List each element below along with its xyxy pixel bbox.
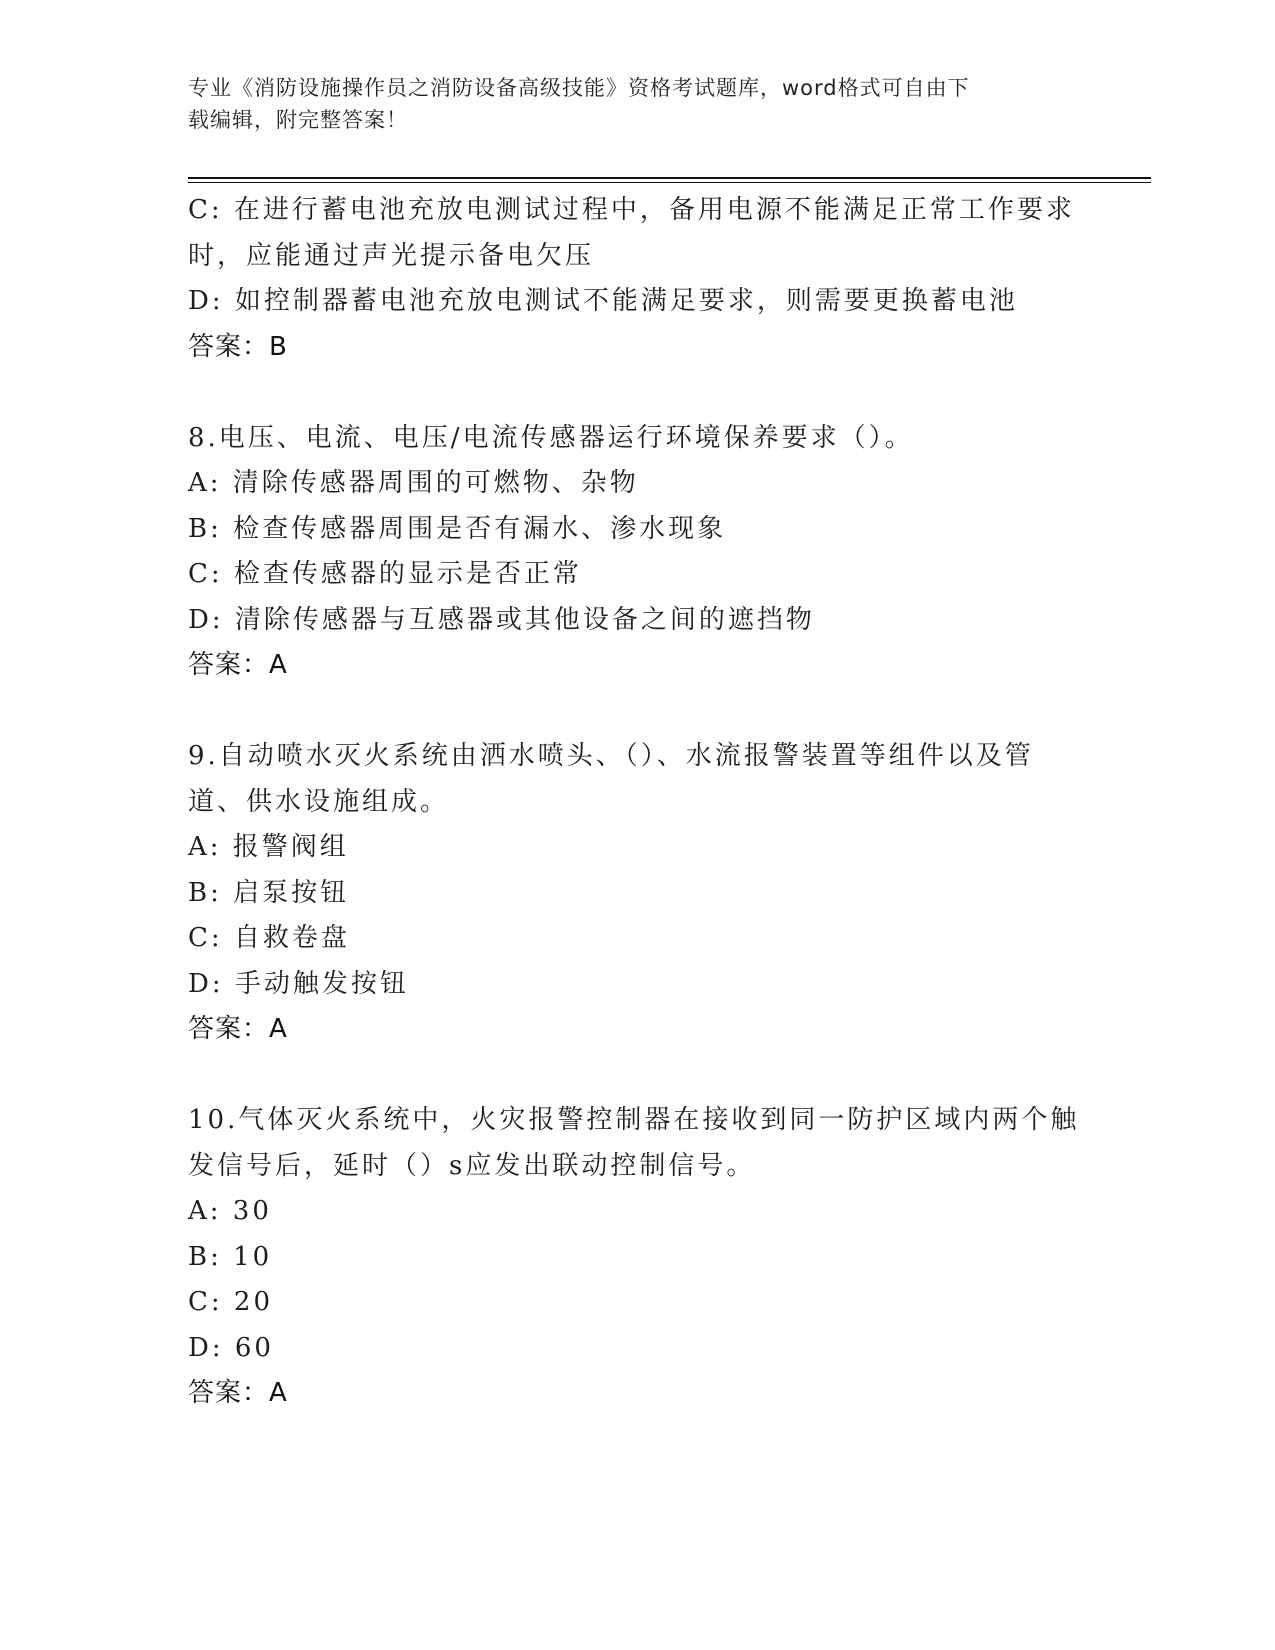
answer: 答案：A xyxy=(188,1014,288,1044)
option-c: C: 自救卷盘 xyxy=(188,923,350,953)
answer: 答案：A xyxy=(188,1378,288,1408)
question-9 xyxy=(188,734,1108,1053)
header-line-1: 专业《消防设施操作员之消防设备高级技能》资格考试题库，word格式可自由下 xyxy=(188,76,970,100)
option-a: A: 报警阀组 xyxy=(188,832,349,862)
option-c: C: 检查传感器的显示是否正常 xyxy=(188,559,582,589)
question-stem: 8.电压、电流、电压/电流传感器运行环境保养要求（）。 xyxy=(188,422,914,453)
question-stem: 10.气体灭火系统中，火灾报警控制器在接收到同一防护区域内两个触 xyxy=(188,1105,1080,1135)
option-c: C: 在进行蓄电池充放电测试过程中，备用电源不能满足正常工作要求 xyxy=(188,195,1075,225)
answer: 答案：B xyxy=(188,331,288,362)
option-c-continued: 时，应能通过声光提示备电欠压 xyxy=(188,240,595,271)
question-8 xyxy=(188,416,1108,689)
option-c: C: 20 xyxy=(188,1287,274,1317)
option-b: B: 启泵按钮 xyxy=(188,877,350,908)
question-stem-continued: 发信号后，延时（）s应发出联动控制信号。 xyxy=(188,1150,756,1181)
option-d: D: 手动触发按钮 xyxy=(188,968,409,999)
question-10 xyxy=(188,1098,1108,1417)
option-b: B: 检查传感器周围是否有漏水、渗水现象 xyxy=(188,513,727,544)
header-line-2: 载编辑，附完整答案！ xyxy=(188,108,408,132)
question-stem: 9.自动喷水灭火系统由洒水喷头、（）、水流报警装置等组件以及管 xyxy=(188,741,1034,771)
header-divider-thin xyxy=(188,182,1151,183)
option-d: D: 60 xyxy=(188,1332,274,1363)
option-d: D: 清除传感器与互感器或其他设备之间的遮挡物 xyxy=(188,604,815,635)
question-stem-continued: 道、供水设施组成。 xyxy=(188,786,450,817)
option-b: B: 10 xyxy=(188,1241,273,1272)
spacer xyxy=(188,689,1108,735)
spacer xyxy=(188,370,1108,416)
document-header xyxy=(188,72,1068,136)
option-a: A: 清除传感器周围的可燃物、杂物 xyxy=(188,468,639,498)
question-list xyxy=(188,188,1108,1417)
previous-question-tail xyxy=(188,188,1108,370)
header-divider-thick xyxy=(188,177,1151,179)
option-d: D: 如控制器蓄电池充放电测试不能满足要求，则需要更换蓄电池 xyxy=(188,286,1018,316)
answer: 答案：A xyxy=(188,650,288,680)
option-a: A: 30 xyxy=(188,1196,272,1226)
spacer xyxy=(188,1053,1108,1099)
